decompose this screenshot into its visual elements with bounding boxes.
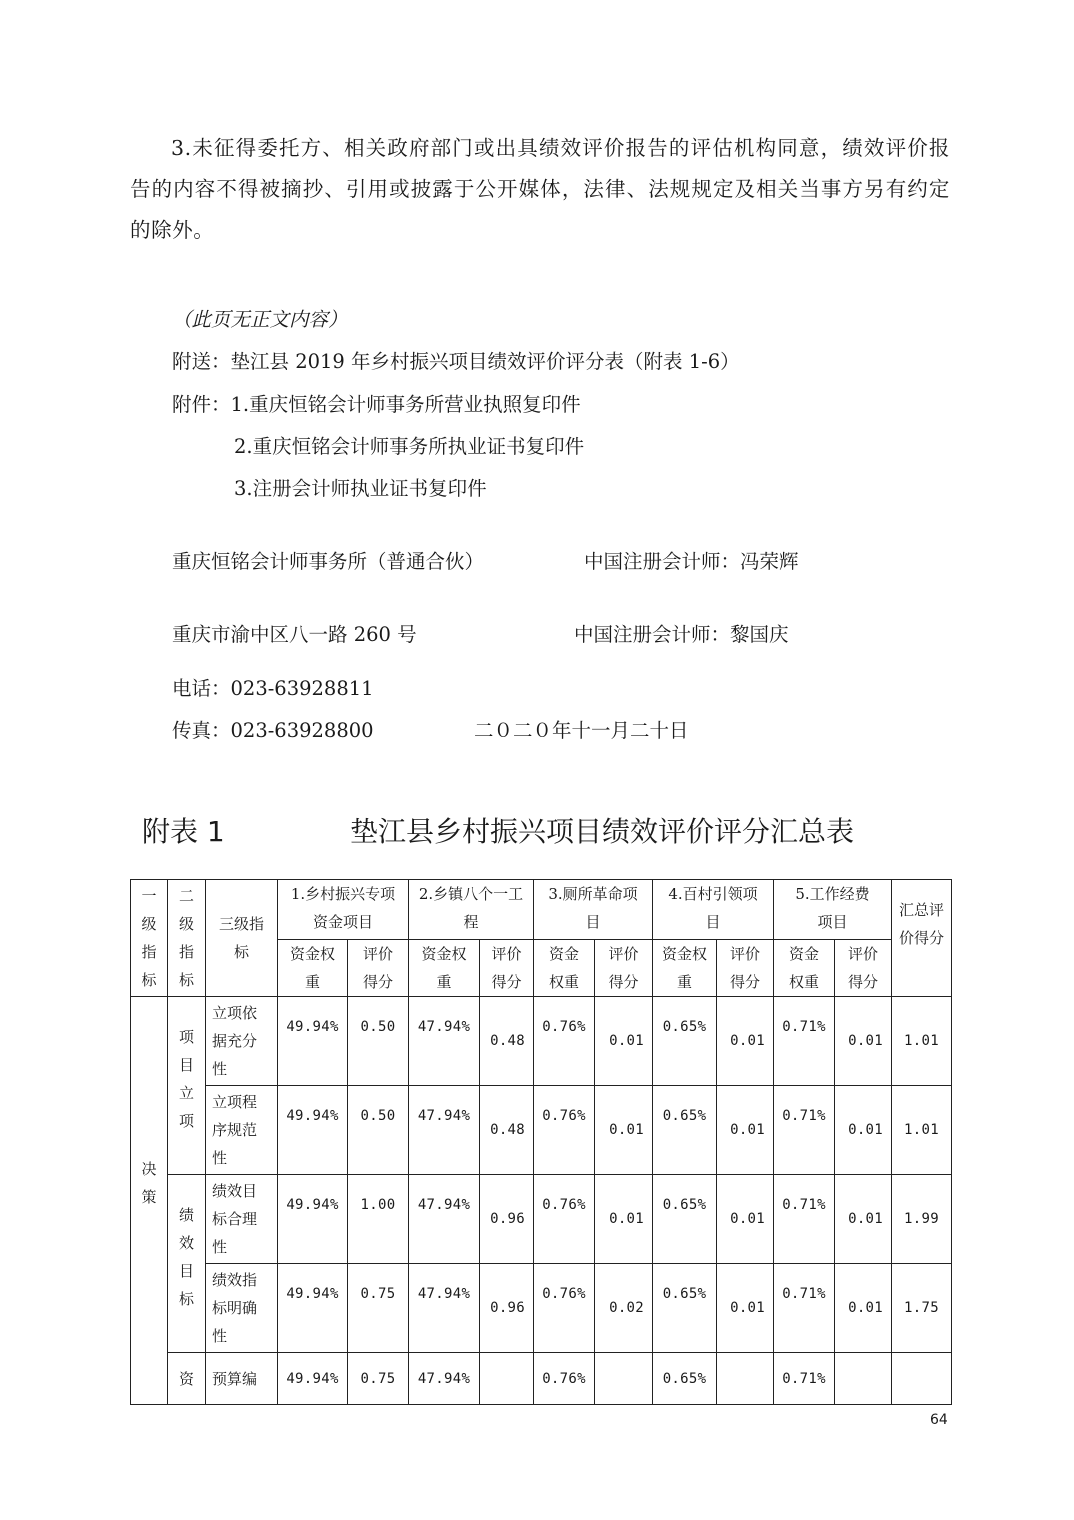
score-cell: 0.01 [835,1086,892,1175]
score-cell: 0.50 [348,1086,409,1175]
weight-cell: 49.94% [278,1175,348,1264]
weight-cell: 47.94% [409,1175,480,1264]
weight-cell: 0.65% [653,1175,717,1264]
header-project-1: 1.乡村振兴专项资金项目 [278,880,409,940]
no-content-note: （此页无正文内容） [172,308,348,331]
header-score: 评价得分 [595,939,653,997]
header-weight: 资金权重 [774,939,835,997]
score-cell: 0.48 [480,1086,534,1175]
total-cell: 1.01 [892,997,952,1086]
weight-cell: 49.94% [278,1086,348,1175]
fax-number: 传真：023-63928800 [172,719,374,742]
score-cell: 0.01 [595,997,653,1086]
score-summary-table [130,879,952,1405]
score-cell [717,1353,774,1405]
weight-cell: 0.71% [774,1264,835,1353]
weight-cell: 0.76% [534,1264,595,1353]
score-cell: 0.96 [480,1264,534,1353]
phone-number: 电话：023-63928811 [172,677,374,700]
level2-funds: 资 [168,1353,206,1405]
level3-name: 立项依据充分性 [206,997,278,1086]
score-cell [835,1353,892,1405]
score-cell: 0.01 [717,1264,774,1353]
level3-name: 绩效指标明确性 [206,1264,278,1353]
score-cell: 0.01 [717,997,774,1086]
table-title: 垫江县乡村振兴项目绩效评价评分汇总表 [350,815,855,848]
attachment-line-1: 附件：1.重庆恒铭会计师事务所营业执照复印件 [172,393,581,416]
header-project-5: 5.工作经费项目 [774,880,892,940]
table-row [131,1353,952,1405]
attachment-send-line: 附送：垫江县 2019 年乡村振兴项目绩效评价评分表（附表 1-6） [172,350,740,373]
firm-name: 重庆恒铭会计师事务所（普通合伙） [172,550,485,573]
total-cell: 1.01 [892,1086,952,1175]
weight-cell: 0.76% [534,1175,595,1264]
weight-cell: 49.94% [278,997,348,1086]
attachment-line-2: 2.重庆恒铭会计师事务所执业证书复印件 [234,435,585,458]
header-score: 评价得分 [717,939,774,997]
score-cell: 0.50 [348,997,409,1086]
header-project-3: 3.厕所革命项目 [534,880,653,940]
body-paragraph: 3.未征得委托方、相关政府部门或出具绩效评价报告的评估机构同意，绩效评价报告的内容不得被摘抄、引用或披露于公开媒体，法律、法规规定及相关当事方另有约定的除外。 [130,136,950,242]
level2-performance-target: 绩效目标 [168,1175,206,1353]
score-cell: 0.01 [717,1175,774,1264]
header-total: 汇总评价得分 [892,880,952,997]
attachment-line-3: 3.注册会计师执业证书复印件 [234,477,487,500]
table-row [131,997,952,1086]
weight-cell: 0.71% [774,997,835,1086]
weight-cell: 0.76% [534,997,595,1086]
level1-decision: 决策 [131,997,168,1405]
score-cell: 0.96 [480,1175,534,1264]
report-date: 二０二０年十一月二十日 [474,719,689,742]
firm-address: 重庆市渝中区八一路 260 号 [172,623,417,646]
level2-project-approval: 项目立项 [168,997,206,1175]
header-weight: 资金权重 [653,939,717,997]
score-cell: 0.01 [835,1175,892,1264]
header-project-4: 4.百村引领项目 [653,880,774,940]
weight-cell: 0.65% [653,1264,717,1353]
header-level2: 二级指标 [168,880,206,997]
level3-name: 立项程序规范性 [206,1086,278,1175]
score-cell: 0.75 [348,1264,409,1353]
weight-cell: 0.71% [774,1086,835,1175]
weight-cell: 47.94% [409,997,480,1086]
header-weight: 资金权重 [409,939,480,997]
header-score: 评价得分 [348,939,409,997]
score-cell: 0.01 [717,1086,774,1175]
header-weight: 资金权重 [534,939,595,997]
score-cell: 0.01 [835,997,892,1086]
table-row [131,1264,952,1353]
header-score: 评价得分 [480,939,534,997]
weight-cell: 49.94% [278,1264,348,1353]
score-cell: 0.01 [595,1175,653,1264]
weight-cell: 0.71% [774,1353,835,1405]
weight-cell: 0.71% [774,1175,835,1264]
weight-cell: 0.76% [534,1353,595,1405]
weight-cell: 0.65% [653,997,717,1086]
level3-name: 绩效目标合理性 [206,1175,278,1264]
level3-name: 预算编 [206,1353,278,1405]
header-project-2: 2.乡镇八个一工程 [409,880,534,940]
header-score: 评价得分 [835,939,892,997]
header-level3: 三级指标 [206,880,278,997]
table-row [131,1086,952,1175]
table-row [131,1175,952,1264]
page-number: 64 [930,1412,948,1428]
score-cell: 1.00 [348,1175,409,1264]
score-cell: 0.01 [835,1264,892,1353]
weight-cell: 47.94% [409,1353,480,1405]
score-cell: 0.02 [595,1264,653,1353]
weight-cell: 47.94% [409,1086,480,1175]
score-cell: 0.48 [480,997,534,1086]
weight-cell: 0.65% [653,1353,717,1405]
score-cell [480,1353,534,1405]
score-cell: 0.01 [595,1086,653,1175]
header-weight: 资金权重 [278,939,348,997]
total-cell: 1.99 [892,1175,952,1264]
weight-cell: 0.65% [653,1086,717,1175]
total-cell: 1.75 [892,1264,952,1353]
header-level1: 一级指标 [131,880,168,997]
score-cell [595,1353,653,1405]
weight-cell: 49.94% [278,1353,348,1405]
cpa-signature-2: 中国注册会计师：黎国庆 [574,623,789,646]
weight-cell: 0.76% [534,1086,595,1175]
total-cell [892,1353,952,1405]
cpa-signature-1: 中国注册会计师：冯荣辉 [584,550,799,573]
weight-cell: 47.94% [409,1264,480,1353]
score-cell: 0.75 [348,1353,409,1405]
table-label: 附表 1 [142,815,225,848]
